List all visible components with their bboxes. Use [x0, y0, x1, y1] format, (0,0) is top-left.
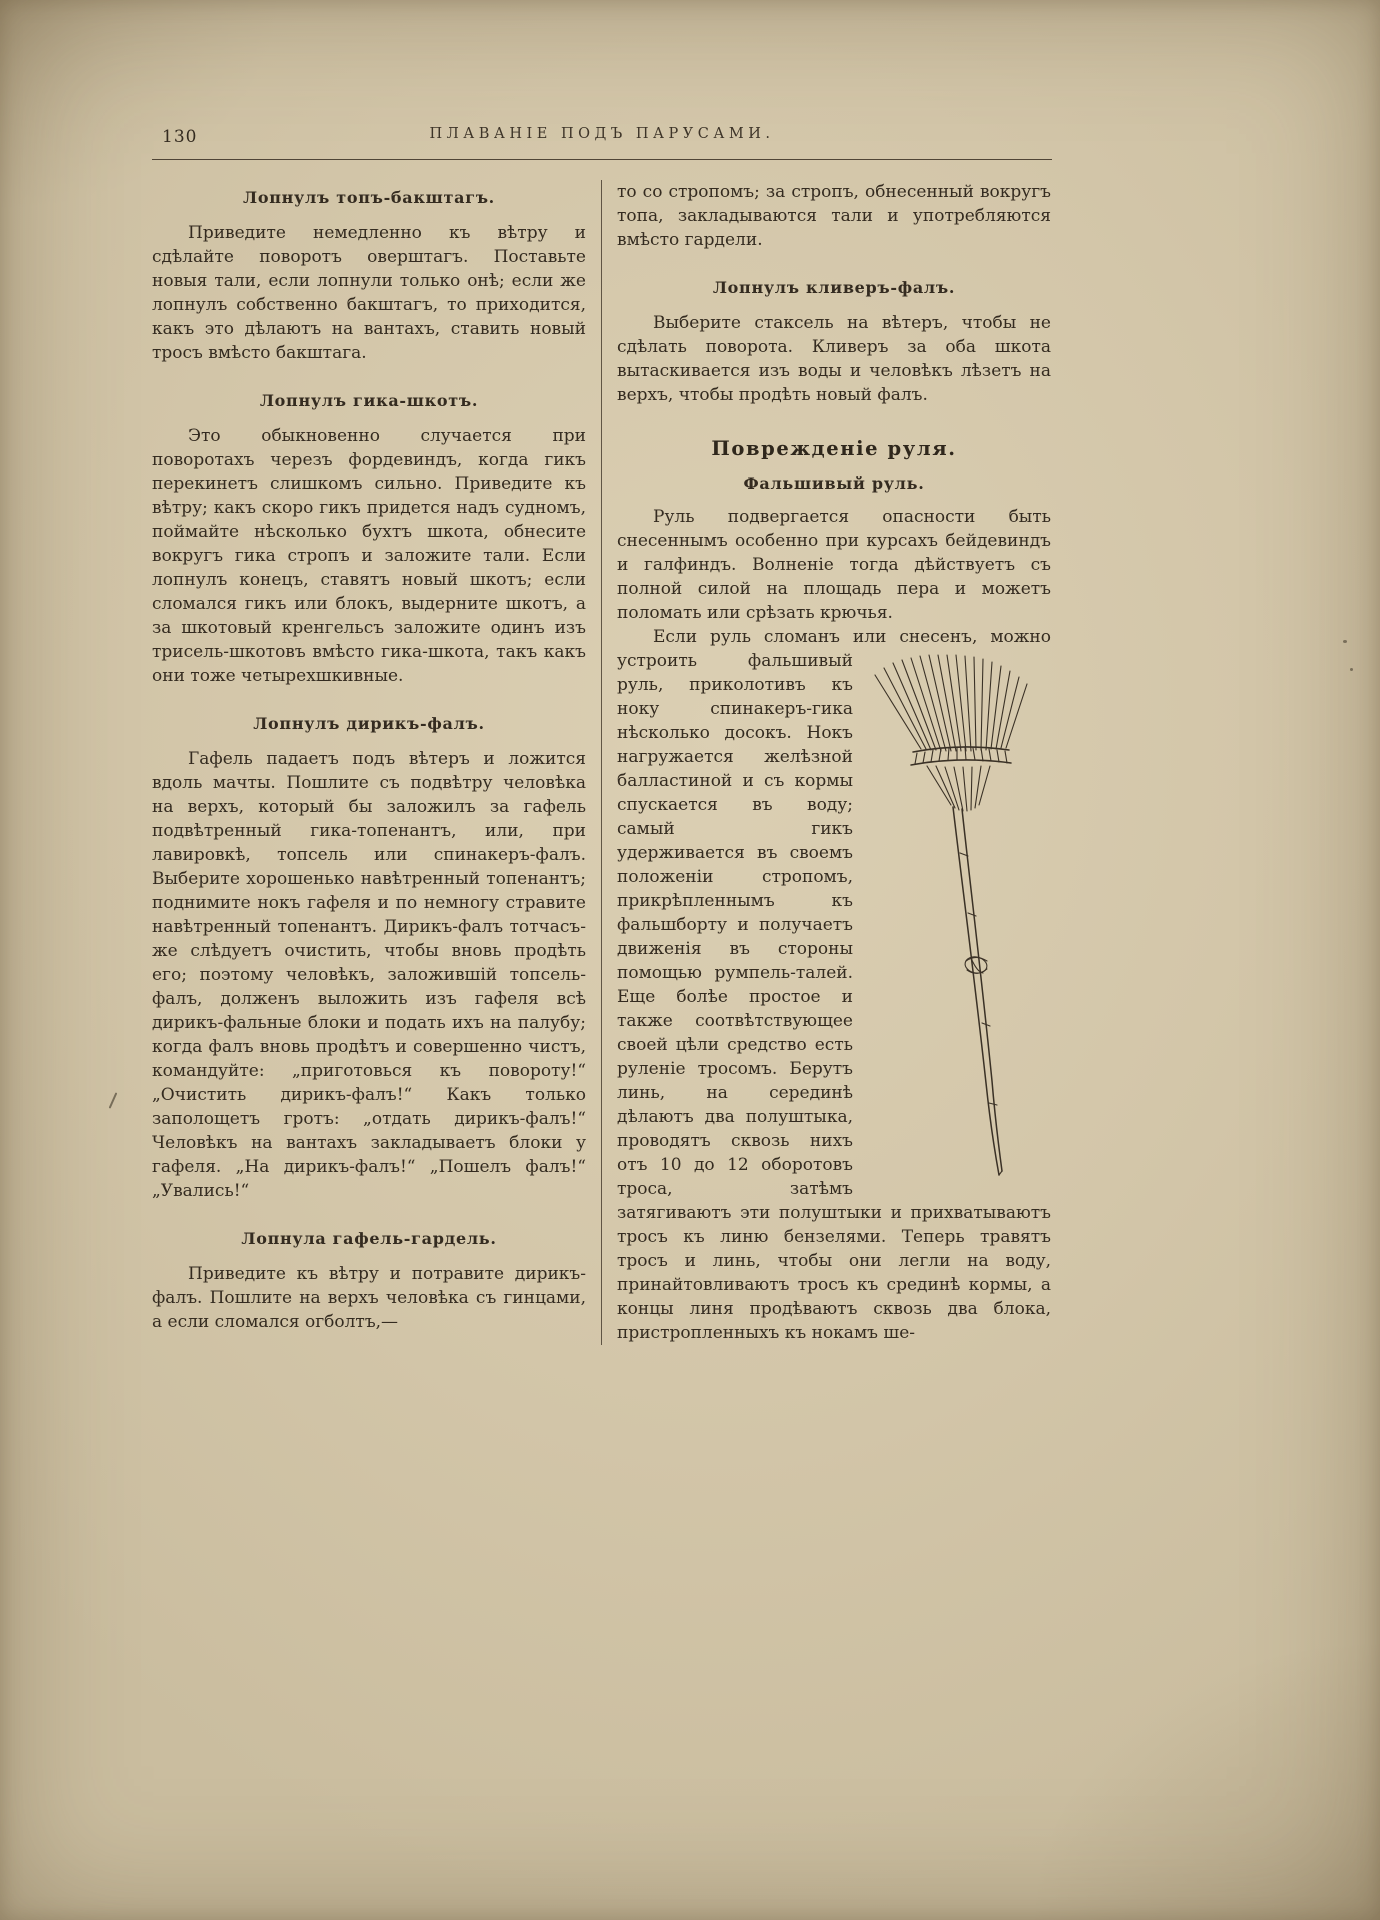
section-heading-peak-halyard: Лопнулъ дирикъ-фалъ. [253, 714, 485, 733]
paragraph-jury-rudder [617, 625, 1051, 1345]
jury-rudder-paragraph-rest: устроить фальшивый руль, приколотивъ къ ноку спинакеръ-гика нѣсколько досокъ. Нокъ нагружается желѣзной балластиной и съ кормы спускается въ воду; самый гикъ удерживается въ своемъ положеніи стропомъ, прикрѣпленнымъ къ фальшборту и получаетъ движенія въ стороны помощью румпель-талей. Еще болѣе простое и также соотвѣтствующее своей цѣли средство есть руленіе тросомъ. Берутъ линь, на серединѣ дѣлаютъ два полуштыка, проводятъ сквозь нихъ отъ 10 до 12 оборотовъ троса, затѣмъ затягиваютъ эти полуштыки и прихватываютъ тросъ къ линю бензелями. Теперь травятъ тросъ и линь, чтобы они легли на воду, принайтовливаютъ тросъ къ срединѣ кормы, а концы линя продѣваютъ сквозь два блока, пристропленныхъ къ нокамъ ше- [617, 651, 1051, 1343]
stray-pencil-mark [109, 1092, 118, 1108]
paragraph-throat-halyard: Приведите къ вѣтру и потравите дирикъ-фалъ. Пошлите на верхъ человѣка съ гинцами, а если сломался огболтъ,— [152, 1264, 586, 1332]
paragraph-top-backstay: Приведите немедленно къ вѣтру и сдѣлайте поворотъ оверштагъ. Поставьте новыя тали, если лопнули только онѣ; если же лопнулъ собственно бакштагъ, то приходится, какъ это дѣлаютъ на вантахъ, ставить новый тросъ вмѣсто бакштага. [152, 223, 586, 363]
right-column [602, 180, 1051, 1345]
left-column [152, 180, 602, 1345]
jury-rudder-paragraph-lead: Если руль сломанъ или снесенъ, можно [653, 627, 1051, 647]
scan-speck [1343, 640, 1347, 643]
jury-rudder-figure [865, 653, 1051, 1183]
paragraph-jib-halyard: Выберите стаксель на вѣтеръ, чтобы не сдѣлать поворота. Кливеръ за оба шкота вытаскивается изъ воды и человѣкъ лѣзетъ на верхъ, чтобы продѣть новый фалъ. [617, 313, 1051, 405]
section-heading-throat-halyard: Лопнула гафель-гардель. [241, 1229, 497, 1248]
paragraph-peak-halyard: Гафель падаетъ подъ вѣтеръ и ложится вдоль мачты. Пошлите съ подвѣтру человѣка на верхъ, который бы заложилъ за гафель подвѣтренный гика-топенантъ, или, при лавировкѣ, топсель или спинакеръ-фалъ. Выберите хорошенько навѣтренный топенантъ; поднимите нокъ гафеля и по немногу стравите навѣтренный топенантъ. Дирикъ-фалъ тотчасъ-же слѣдуетъ очистить, чтобы вновь продѣть его; поэтому человѣкъ, заложившій топсель-фалъ, долженъ выложить изъ гафеля всѣ дирикъ-фальные блоки и подать ихъ на палубу; когда фалъ вновь продѣтъ и совершенно чистъ, командуйте: „приготовься къ повороту!“ „Очистить дирикъ-фалъ!“ Какъ только заполощетъ гротъ: „отдать дирикъ-фалъ!“ Человѣкъ на вантахъ закладываетъ блоки у гафеля. „На дирикъ-фалъ!“ „Пошелъ фалъ!“ „Увались!“ [152, 749, 586, 1201]
section-heading-jib-halyard: Лопнулъ кливеръ-фалъ. [712, 278, 956, 297]
page-number: 130 [162, 127, 198, 147]
running-title: ПЛАВАНІЕ ПОДЪ ПАРУСАМИ. [429, 126, 775, 142]
scan-speck [1350, 668, 1353, 671]
page-content [152, 126, 1052, 1345]
text-columns [152, 180, 1052, 1345]
section-heading-boom-sheet: Лопнулъ гика-шкотъ. [259, 391, 479, 410]
jury-rudder-illustration [865, 653, 1051, 1183]
paragraph-boom-sheet: Это обыкновенно случается при поворотахъ черезъ фордевиндъ, когда гикъ перекинетъ слишкомъ сильно. Приведите къ вѣтру; какъ скоро гикъ придется надъ судномъ, поймайте нѣсколько бухтъ шкота, обнесите вокругъ гика стропъ и заложите тали. Если лопнулъ конецъ, ставятъ новый шкотъ; если сломался гикъ или блокъ, выдерните шкотъ, а за шкотовый кренгельсъ заложите одинъ изъ трисель-шкотовъ вмѣсто гика-шкота, такъ какъ они тоже четырехшкивные. [152, 426, 586, 686]
header-rule [152, 159, 1052, 160]
subsection-heading-false-rudder: Фальшивый руль. [743, 474, 925, 493]
chapter-title-rudder-damage: Поврежденіе руля. [711, 437, 957, 460]
continuation-paragraph: то со стропомъ; за стропъ, обнесенный вокругъ топа, закладываются тали и употребляются вмѣсто гардели. [617, 182, 1051, 250]
section-heading-top-backstay: Лопнулъ топъ-бакштагъ. [243, 188, 495, 207]
page-header [152, 126, 1052, 152]
paragraph-rudder-danger: Руль подвергается опасности быть снесеннымъ особенно при курсахъ бейдевиндъ и галфиндъ. Волненіе тогда дѣйствуетъ съ полной силой на площадь пера и можетъ поломать или срѣзать крючья. [617, 507, 1051, 623]
